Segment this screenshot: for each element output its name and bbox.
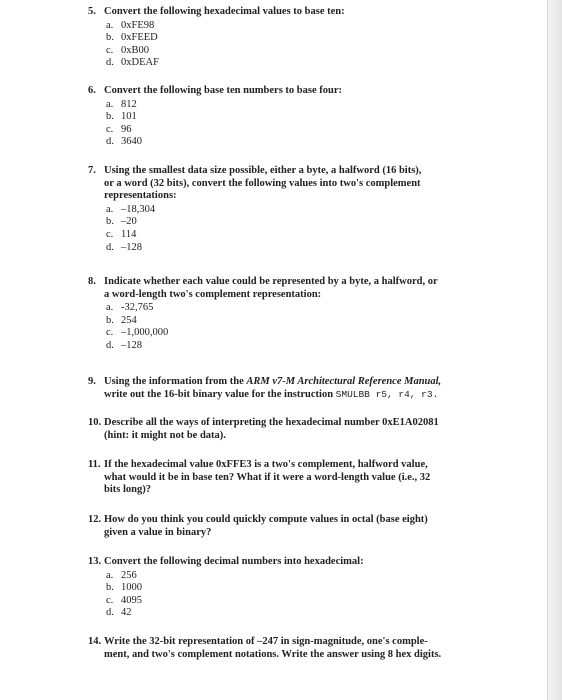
problem-text: ment, and two's complement notations. Write the answer using 8 hex digits.: [104, 648, 442, 660]
problem-text: Describe all the ways of interpreting the hexadecimal number 0xE1A02081: [104, 417, 439, 428]
list-item: b. 254: [106, 314, 137, 326]
problem-text: bits long)?: [104, 484, 151, 496]
problem-text: or a word (32 bits), convert the following values into two's complement: [104, 177, 421, 189]
list-item: a. –18,304: [106, 203, 156, 215]
problem-text: Convert the following decimal numbers into hexadecimal:: [104, 556, 364, 567]
list-item: a. 0xFE98: [106, 19, 155, 31]
problem-number: 7.: [88, 165, 96, 176]
list-item: c. –1,000,000: [106, 327, 169, 339]
answer-list: [88, 99, 488, 149]
problem-number: 8.: [88, 276, 96, 287]
list-item: c. 114: [106, 228, 137, 240]
problem-text: How do you think you could quickly compute values in octal (base eight): [104, 514, 428, 525]
problem-6: [88, 85, 488, 149]
list-item: b. 101: [106, 111, 137, 123]
problem-number: 12.: [88, 514, 102, 525]
problem-text: Convert the following base ten numbers to base four:: [104, 85, 342, 96]
problem-text: representations:: [104, 190, 177, 202]
list-item: b. 1000: [106, 582, 142, 594]
page-edge: [547, 0, 562, 700]
instruction-code: SMULBB r5, r4, r3.: [335, 388, 439, 400]
manual-title: ARM v7-M Architectural Reference Manual,: [246, 376, 442, 387]
problem-number: 11.: [88, 459, 101, 470]
problem-text: given a value in binary?: [104, 526, 212, 538]
problem-11: [88, 459, 488, 497]
list-item: c. 0xB00: [106, 44, 150, 56]
list-item: b. –20: [106, 216, 137, 228]
list-item: d. 42: [106, 607, 132, 619]
problem-text: Write the 32-bit representation of –247 in sign-magnitude, one's comple-: [104, 636, 428, 647]
problem-13: [88, 556, 488, 620]
list-item: d. 3640: [106, 136, 142, 148]
problem-number: 9.: [88, 376, 96, 387]
problem-text: Indicate whether each value could be represented by a byte, a halfword, or: [104, 276, 438, 287]
problem-text: write out the 16-bit binary value for the instruction: [104, 388, 336, 400]
problem-10: [88, 417, 488, 442]
answer-list: [88, 302, 488, 352]
list-item: d. –128: [106, 339, 142, 351]
problem-text: Using the smallest data size possible, either a byte, a halfword (16 bits),: [104, 165, 422, 176]
problem-8: [88, 276, 488, 353]
problem-9: [88, 376, 488, 401]
list-item: a. 256: [106, 569, 137, 581]
answer-list: [88, 570, 488, 620]
problem-text: what would it be in base ten? What if it were a word-length value (i.e., 32: [104, 471, 431, 483]
list-item: d. 0xDEAF: [106, 57, 159, 69]
problem-14: [88, 636, 488, 661]
problem-12: [88, 514, 488, 539]
answer-list: [88, 204, 488, 254]
list-item: c. 96: [106, 123, 132, 135]
list-item: d. –128: [106, 241, 142, 253]
list-item: b. 0xFEED: [106, 32, 158, 44]
answer-list: [88, 20, 488, 70]
list-item: a. 812: [106, 98, 137, 110]
problem-text: (hint: it might not be data).: [104, 429, 226, 441]
problem-number: 10.: [88, 417, 102, 428]
problem-7: [88, 165, 488, 254]
problem-number: 5.: [88, 6, 96, 17]
problem-text: Convert the following hexadecimal values to base ten:: [104, 6, 345, 17]
problem-text: a word-length two's complement representation:: [104, 288, 322, 300]
list-item: c. 4095: [106, 594, 142, 606]
problem-number: 6.: [88, 85, 96, 96]
problem-5: [88, 6, 488, 70]
problem-text: If the hexadecimal value 0xFFE3 is a two's complement, halfword value,: [104, 459, 428, 470]
problem-number: 14.: [88, 636, 102, 647]
problem-text: Using the information from the: [104, 376, 247, 387]
problem-number: 13.: [88, 556, 102, 567]
list-item: a. -32,765: [106, 302, 154, 314]
